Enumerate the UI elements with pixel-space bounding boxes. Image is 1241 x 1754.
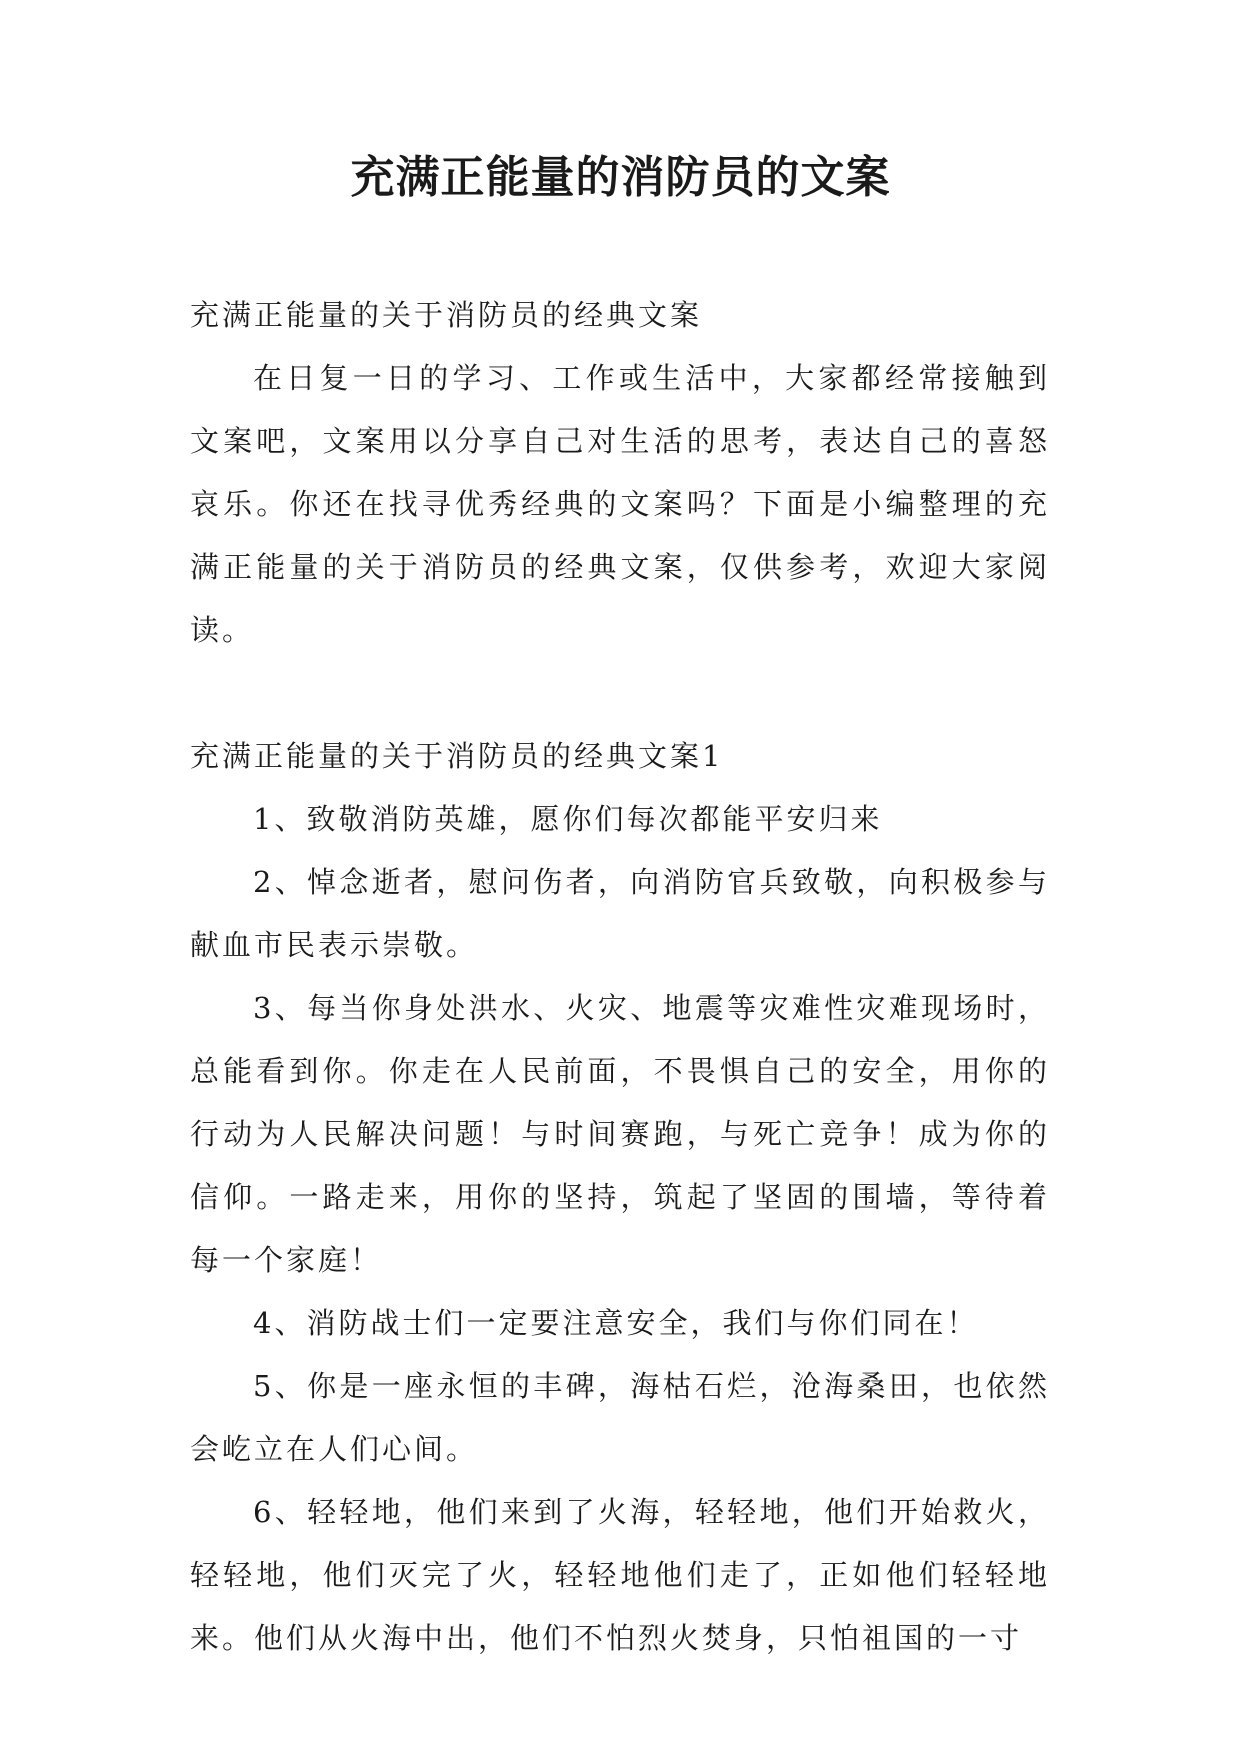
section-spacer (190, 662, 1050, 725)
document-title: 充满正能量的消防员的文案 (350, 152, 891, 203)
list-item: 3、每当你身处洪水、火灾、地震等灾难性灾难现场时，总能看到你。你走在人民前面，不畏惧自己的安全，用你的行动为人民解决问题！与时间赛跑，与死亡竞争！成为你的信仰。一路走来，用你的坚持，筑起了坚固的围墙，等待着每一个家庭！ (190, 991, 1050, 1277)
list-item: 2、悼念逝者，慰问伤者，向消防官兵致敬，向积极参与献血市民表示崇敬。 (190, 865, 1050, 962)
list-item: 4、消防战士们一定要注意安全，我们与你们同在！ (253, 1306, 979, 1340)
section-heading: 充满正能量的关于消防员的经典文案1 (190, 739, 724, 773)
list-item: 1、致敬消防英雄，愿你们每次都能平安归来 (253, 802, 883, 836)
list-item: 5、你是一座永恒的丰碑，海枯石烂，沧海桑田，也依然会屹立在人们心间。 (190, 1369, 1050, 1466)
intro-paragraph: 在日复一日的学习、工作或生活中，大家都经常接触到文案吧，文案用以分享自己对生活的思考，表达自己的喜怒哀乐。你还在找寻优秀经典的文案吗？下面是小编整理的充满正能量的关于消防员的经典文案，仅供参考，欢迎大家阅读。 (190, 361, 1050, 647)
document-body (190, 284, 1050, 1670)
section-heading: 充满正能量的关于消防员的经典文案 (190, 298, 703, 332)
list-item: 6、轻轻地，他们来到了火海，轻轻地，他们开始救火，轻轻地，他们灭完了火，轻轻地他们走了，正如他们轻轻地来。他们从火海中出，他们不怕烈火焚身，只怕祖国的一寸 (190, 1495, 1050, 1655)
